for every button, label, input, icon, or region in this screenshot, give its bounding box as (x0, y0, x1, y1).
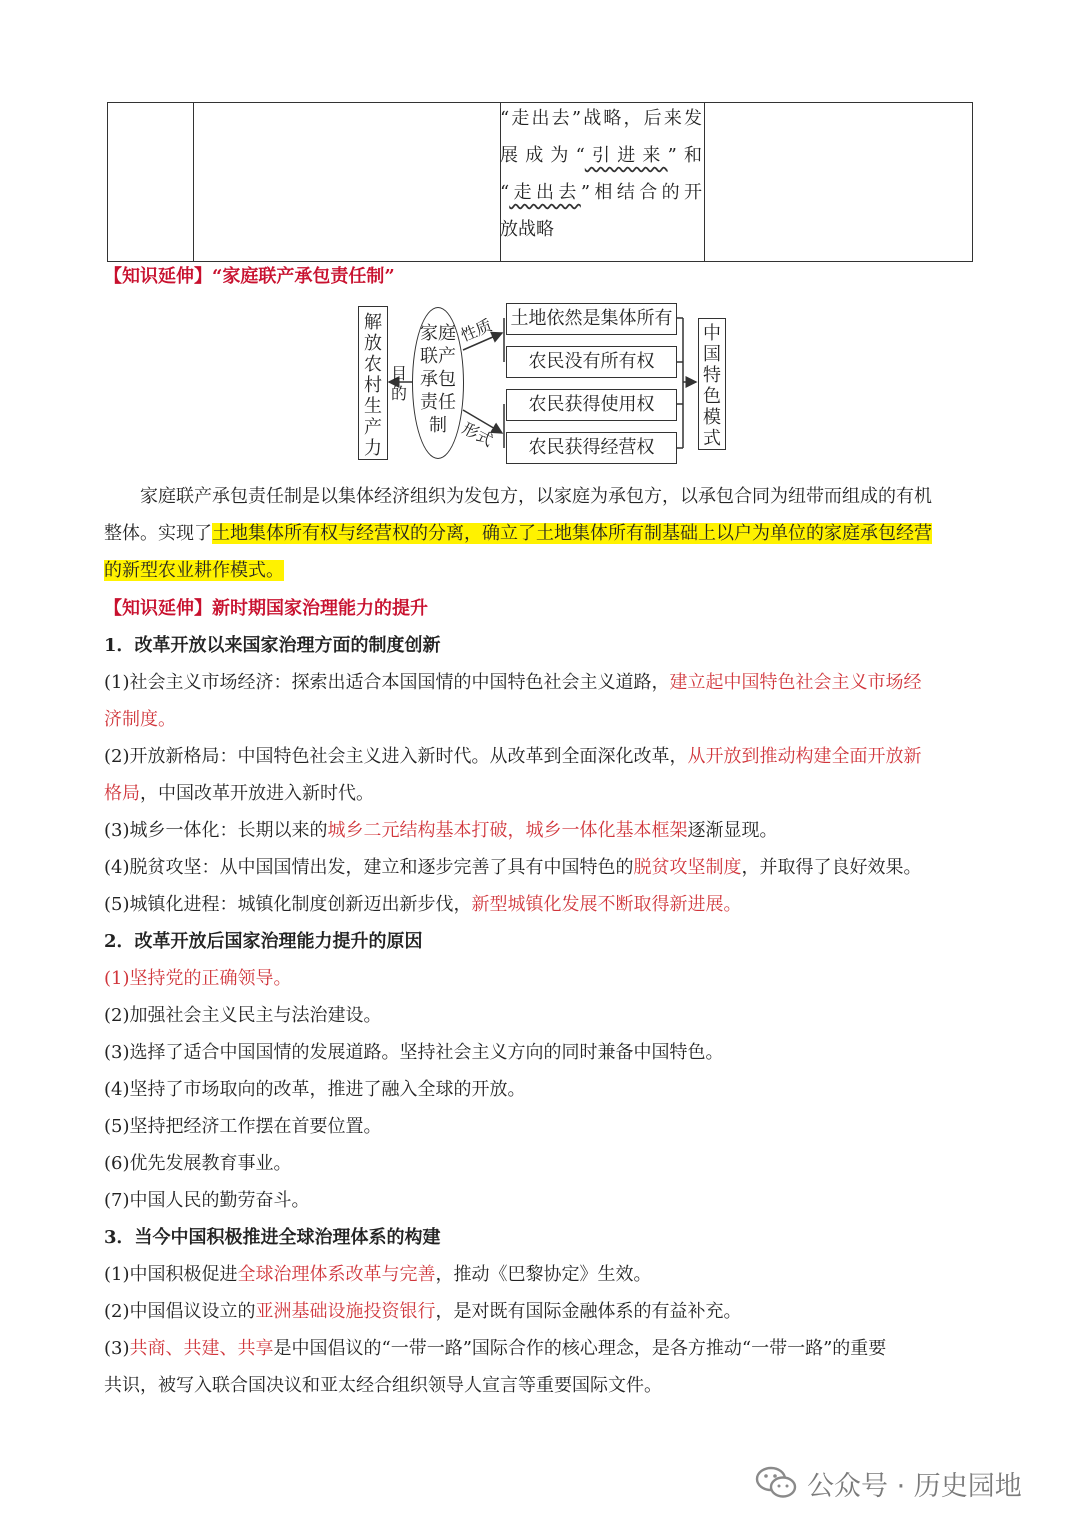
text-span: 展成为“ (500, 145, 585, 166)
text-span: (3)城乡一体化：长期以来的 (104, 820, 328, 841)
table-cell-line (500, 137, 702, 174)
text-span: ，并取得了良好效果。 (741, 857, 922, 878)
list-item: (1)坚持党的正确领导。 (104, 968, 292, 989)
paragraph-line (104, 552, 978, 589)
subsection-title: 1．改革开放以来国家治理方面的制度创新 (104, 635, 441, 656)
list-item: (5)坚持把经济工作摆在首要位置。 (104, 1116, 382, 1137)
text-span: (5)城镇化进程：城镇化制度创新迈出新步伐， (104, 894, 472, 915)
section-heading: 【知识延伸】新时期国家治理能力的提升 (104, 598, 428, 619)
list-item: (6)优先发展教育事业。 (104, 1153, 292, 1174)
wavy-term: 走出去 (509, 182, 581, 203)
diagram-box: 农民获得经营权 (506, 432, 677, 464)
watermark-text: 公众号 · 历史园地 (807, 1470, 1022, 1502)
subsection-title: 2．改革开放后国家治理能力提升的原因 (104, 931, 423, 952)
key-point: 建立起中国特色社会主义市场经 (669, 672, 922, 693)
table-col-divider (193, 103, 194, 261)
diagram-box: 土地依然是集体所有 (506, 303, 677, 335)
list-item (104, 853, 922, 879)
subsection-title: 3．当今中国积极推进全球治理体系的构建 (104, 1227, 441, 1248)
paragraph-line: 家庭联产承包责任制是以集体经济组织为发包方，以家庭为承包方，以承包合同为纽带而组成的有机 (140, 486, 932, 507)
text-span: 整体。实现了 (104, 523, 212, 544)
list-item: (2)加强社会主义民主与法治建设。 (104, 1005, 382, 1026)
text-span: ，推动《巴黎协定》生效。 (435, 1264, 652, 1285)
list-item-continued (104, 705, 176, 731)
key-point: 脱贫攻坚制度 (633, 857, 742, 878)
diagram-box: 农民获得使用权 (506, 389, 677, 421)
key-point: 全球治理体系改革与完善 (237, 1264, 436, 1285)
text-span: “ (500, 182, 510, 203)
text-span: 逐渐显现。 (687, 820, 778, 841)
contract-system-paragraph (104, 478, 978, 589)
list-item (104, 668, 922, 694)
text-span: ，是对既有国际金融体系的有益补充。 (435, 1301, 742, 1322)
wechat-icon (755, 1465, 797, 1501)
contract-system-diagram (356, 300, 726, 465)
form-label: 形式 (458, 418, 497, 451)
list-item (104, 742, 922, 768)
list-item (104, 1334, 886, 1360)
key-point: 共商、共建、共享 (129, 1338, 274, 1359)
purpose-box: 解放农村生产力 (358, 306, 388, 460)
highlighted-text: 的新型农业耕作模式。 (104, 560, 284, 581)
paragraph-line (104, 515, 978, 552)
chinese-model-box: 中国特色模式 (698, 318, 726, 450)
nature-label: 性质 (457, 315, 495, 346)
text-span: (1)中国积极促进 (104, 1264, 238, 1285)
text-span: (4)脱贫攻坚：从中国国情出发，建立和逐步完善了具有中国特色的 (104, 857, 634, 878)
wavy-term: 引进来 (584, 145, 668, 166)
text-span: 是中国倡议的“一带一路”国际合作的核心理念，是各方推动“一带一路”的重要 (273, 1338, 887, 1359)
text-span: (1)社会主义市场经济：探索出适合本国国情的中国特色社会主义道路， (104, 672, 670, 693)
list-item (104, 890, 742, 916)
table-cell-line: “走出去”战略，后来发 (500, 108, 702, 129)
section-heading: 【知识延伸】“家庭联产承包责任制” (104, 266, 395, 287)
list-item (104, 816, 778, 842)
key-point: 格局 (104, 783, 140, 804)
list-item: (3)选择了适合中国国情的发展道路。坚持社会主义方向的同时兼备中国特色。 (104, 1042, 724, 1063)
list-item-continued (104, 779, 374, 805)
text-span: ，中国改革开放进入新时代。 (140, 783, 374, 804)
watermark (755, 1458, 1022, 1508)
list-item-continued: 共识，被写入联合国决议和亚太经合组织领导人宣言等重要国际文件。 (104, 1375, 662, 1396)
center-ellipse: 家庭联产承包责任制 (412, 307, 464, 459)
key-point: 从开放到推动构建全面开放新 (687, 746, 922, 767)
text-span: (2)中国倡议设立的 (104, 1301, 256, 1322)
key-point: 亚洲基础设施投资银行 (255, 1301, 436, 1322)
list-item: (7)中国人民的勤劳奋斗。 (104, 1190, 310, 1211)
table-cell-line (500, 174, 702, 211)
table-col-divider (704, 103, 705, 261)
diagram-box: 农民没有所有权 (506, 346, 677, 378)
text-span: ”和 (667, 145, 703, 166)
list-item (104, 1260, 652, 1286)
list-item: (4)坚持了市场取向的改革，推进了融入全球的开放。 (104, 1079, 526, 1100)
key-point: 济制度。 (104, 709, 176, 730)
text-span: (3) (104, 1338, 130, 1359)
purpose-label: 目的 (391, 364, 408, 403)
list-item (104, 1297, 742, 1323)
text-span: (2)开放新格局：中国特色社会主义进入新时代。从改革到全面深化改革， (104, 746, 688, 767)
table-cell-line: 放战略 (500, 219, 554, 240)
key-point: 新型城镇化发展不断取得新进展。 (471, 894, 742, 915)
table-cell-text (500, 100, 702, 248)
highlighted-text: 土地集体所有权与经营权的分离，确立了土地集体所有制基础上以户为单位的家庭承包经营 (212, 523, 932, 544)
text-span: ”相结合的开 (580, 182, 703, 203)
key-point: 城乡二元结构基本打破，城乡一体化基本框架 (327, 820, 688, 841)
